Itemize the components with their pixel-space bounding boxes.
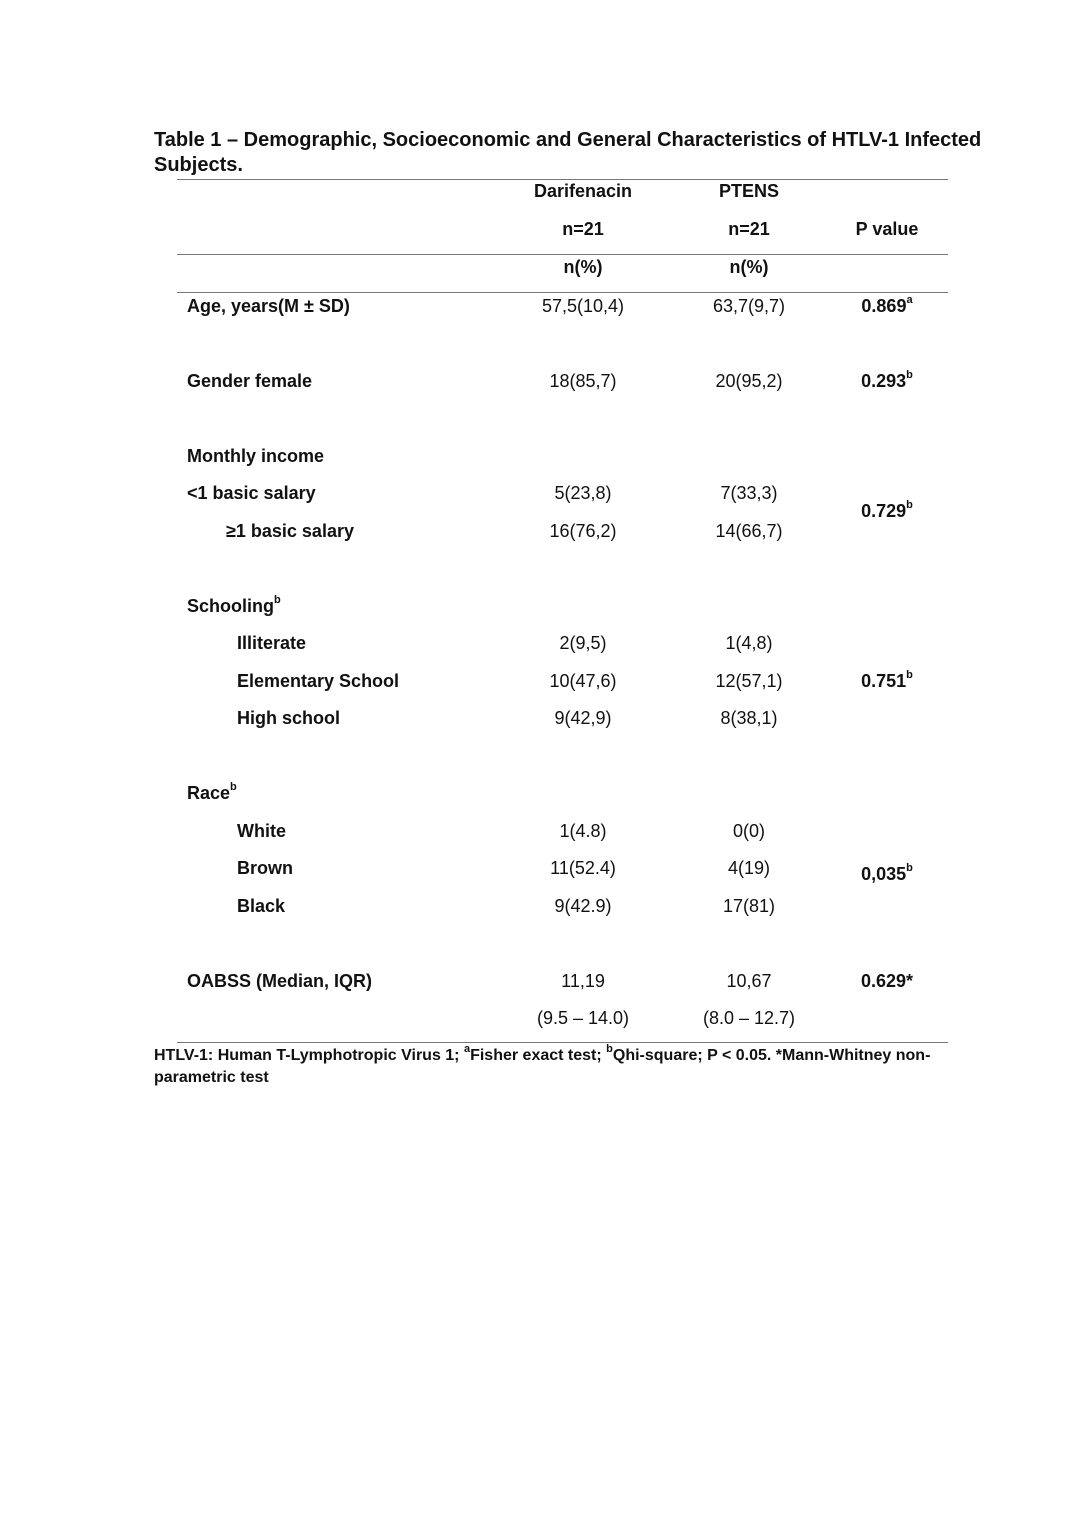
schooling-sub-label: High school xyxy=(237,708,340,728)
race-sub-label: Black xyxy=(237,896,286,916)
race-sub-darifenacin: 11(52.4) xyxy=(550,858,616,878)
row-label-gender: Gender female xyxy=(187,371,313,391)
age-pvalue: 0.869$^a$ xyxy=(861,294,913,316)
col-unit-ptens: n(%) xyxy=(729,257,769,277)
oabss-ptens-range: (8.0 – 12.7) xyxy=(702,1008,796,1028)
income-sub-darifenacin: 5(23,8) xyxy=(554,483,612,503)
header-rule xyxy=(177,254,948,255)
race-sub-ptens: 17(81) xyxy=(722,896,776,916)
table-footnote: HTLV-1: Human T-Lymphotropic Virus 1; $^a$Fisher exact test; $^b$Qhi-square; P < 0.05. *Mann-Whitney non-parametric test xyxy=(154,1042,931,1086)
schooling-sub-darifenacin: 10(47,6) xyxy=(549,671,617,691)
oabss-darifenacin: 11,19 xyxy=(561,971,605,991)
oabss-pvalue: 0.629* xyxy=(860,971,914,991)
income-pvalue: 0.729$^b$ xyxy=(861,499,913,521)
race-sub-label: White xyxy=(237,821,286,841)
race-pvalue: 0,035$^b$ xyxy=(861,862,913,884)
schooling-sub-label: Illiterate xyxy=(237,633,307,653)
col-header-ptens: PTENS xyxy=(718,181,779,201)
income-sub-ptens: 14(66,7) xyxy=(715,521,783,541)
age-darifenacin: 57,5(10,4) xyxy=(541,296,625,316)
table-bottom-rule xyxy=(177,1042,948,1043)
race-sub-ptens: 0(0) xyxy=(732,821,765,841)
gender-pvalue: 0.293$^b$ xyxy=(861,369,913,391)
age-ptens: 63,7(9,7) xyxy=(712,296,786,316)
schooling-sub-ptens: 8(38,1) xyxy=(720,708,778,728)
row-label-race: Race$^b$ xyxy=(187,781,237,803)
row-label-age: Age, years(M ± SD) xyxy=(187,296,350,316)
race-sub-ptens: 4(19) xyxy=(727,858,771,878)
gender-ptens: 20(95,2) xyxy=(715,371,783,391)
schooling-sub-darifenacin: 9(42,9) xyxy=(554,708,612,728)
race-sub-darifenacin: 9(42.9) xyxy=(554,896,612,916)
income-sub-ptens: 7(33,3) xyxy=(720,483,778,503)
schooling-sub-ptens: 1(4,8) xyxy=(725,633,773,653)
table-title: Table 1 – Demographic, Socioeconomic and General Characteristics of HTLV-1 Infected Subjects. xyxy=(154,129,982,176)
schooling-sub-label: Elementary School xyxy=(237,671,400,691)
schooling-pvalue: 0.751$^b$ xyxy=(861,669,913,691)
income-sub-label: <1 basic salary xyxy=(187,483,316,503)
schooling-sub-darifenacin: 2(9,5) xyxy=(559,633,607,653)
col-header-pvalue: P value xyxy=(855,219,919,239)
row-label-oabss: OABSS (Median, IQR) xyxy=(187,971,373,991)
row-label-income: Monthly income xyxy=(187,446,325,466)
schooling-sub-ptens: 12(57,1) xyxy=(715,671,783,691)
oabss-ptens: 10,67 xyxy=(726,971,772,991)
col-unit-darifenacin: n(%) xyxy=(563,257,603,277)
race-sub-label: Brown xyxy=(237,858,293,878)
col-header-darifenacin-n: n=21 xyxy=(562,219,604,239)
col-header-darifenacin: Darifenacin xyxy=(533,181,633,201)
header-bottom-rule xyxy=(177,292,948,293)
income-sub-label: ≥1 basic salary xyxy=(226,521,354,541)
col-header-ptens-n: n=21 xyxy=(728,219,770,239)
oabss-darifenacin-range: (9.5 – 14.0) xyxy=(536,1008,630,1028)
gender-darifenacin: 18(85,7) xyxy=(549,371,617,391)
race-sub-darifenacin: 1(4.8) xyxy=(559,821,607,841)
income-sub-darifenacin: 16(76,2) xyxy=(549,521,617,541)
row-label-schooling: Schooling$^b$ xyxy=(187,594,281,616)
